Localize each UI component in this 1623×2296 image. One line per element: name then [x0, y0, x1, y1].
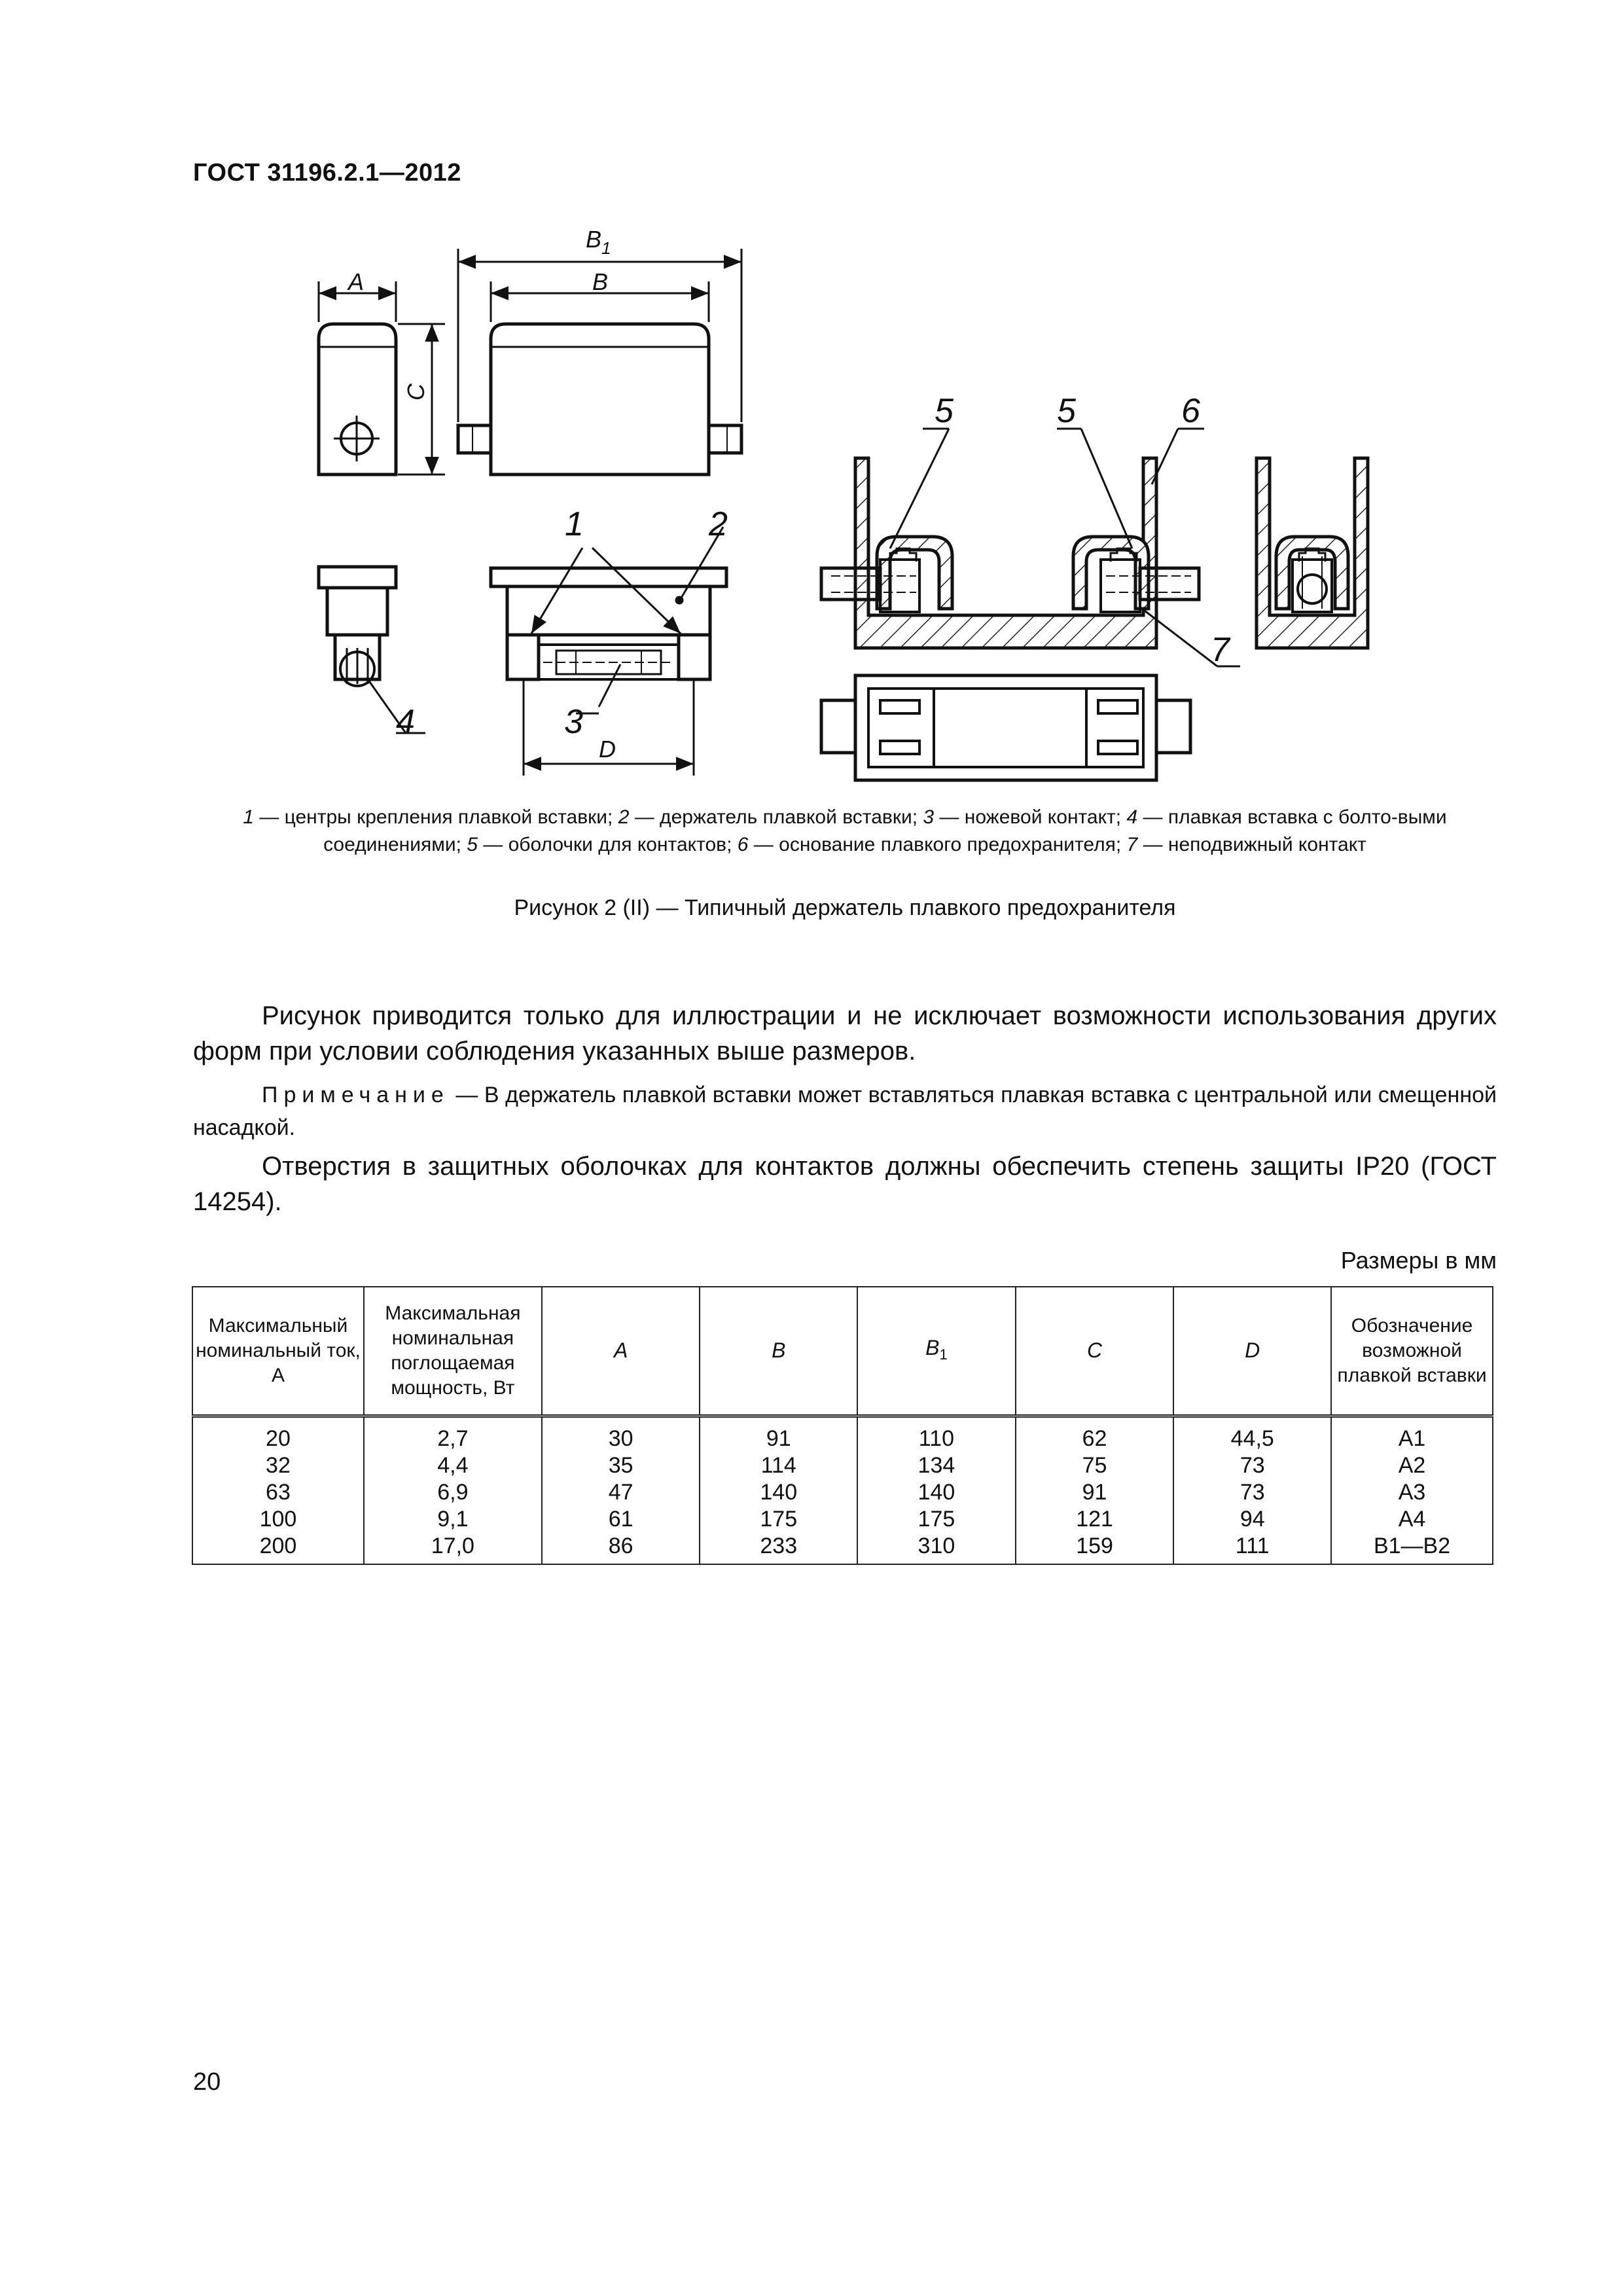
header-b: B: [700, 1287, 857, 1416]
paragraph-ip20: Отверстия в защитных оболочках для контактов должны обеспечить степень защиты IP20 (ГОСТ 14254).: [193, 1152, 1497, 1216]
label-dim-d: D: [599, 736, 616, 762]
header-power: Максимальная номинальная поглощаемая мощность, Вт: [364, 1287, 542, 1416]
paragraph-illustration: Рисунок приводится только для иллюстрации и не исключает возможности использования других форм при условии соблюдения указанных выше размеров.: [193, 1001, 1497, 1066]
header-d: D: [1173, 1287, 1331, 1416]
header-current: Максимальный номинальный ток, А: [192, 1287, 364, 1416]
note-text: — В держатель плавкой вставки может вставляться плавкая вставка с центральной или смещенной насадкой.: [193, 1083, 1497, 1140]
table-units: Размеры в мм: [1340, 1247, 1497, 1274]
callout-2: 2: [709, 505, 728, 543]
label-dim-a: A: [348, 268, 365, 295]
page-number: 20: [193, 2068, 221, 2096]
base-section: [821, 429, 1240, 666]
table-row: 200 17,0 86 233 310 159 111 B1—B2: [192, 1533, 1493, 1564]
table-row: 20 2,7 30 91 110 62 44,5 A1: [192, 1416, 1493, 1453]
header-c: C: [1016, 1287, 1174, 1416]
holder-view: [491, 527, 726, 713]
callout-1: 1: [565, 505, 584, 543]
callout-5a: 5: [935, 392, 954, 430]
header-b1: $B_1$: [857, 1287, 1016, 1416]
label-dim-b1: $B_1$: [586, 226, 611, 258]
label-dim-b: B: [592, 268, 609, 295]
header-designation: Обозначение возможной плавкой вставки: [1331, 1287, 1493, 1416]
callout-4: 4: [396, 703, 415, 741]
end-section: [1257, 458, 1368, 648]
dimensions-table: [192, 1286, 1493, 1565]
paragraph-note: [193, 1079, 1497, 1144]
callout-5b: 5: [1057, 392, 1076, 430]
fuse-holder-drawing: [0, 0, 1623, 890]
figure-legend: 1 — центры крепления плавкой вставки; 2 — держатель плавкой вставки; 3 — ножевой контакт; 4 — плавкая вставка с болто-выми соединениями; 5 — оболочки для контактов; 6 — основание плавкого предохранителя; 7 — неподвижный контакт: [243, 806, 1447, 855]
table-row: 63 6,9 47 140 140 91 73 A3: [192, 1479, 1493, 1506]
callout-3: 3: [564, 703, 583, 741]
document-header: ГОСТ 31196.2.1—2012: [193, 159, 461, 187]
side-view: [319, 324, 396, 475]
label-dim-c: C: [402, 384, 429, 401]
base-plan-view: [821, 675, 1190, 780]
table-header-row: [192, 1287, 1493, 1416]
table-row: 100 9,1 61 175 175 121 94 A4: [192, 1506, 1493, 1533]
table-row: 32 4,4 35 114 134 75 73 A2: [192, 1452, 1493, 1479]
header-a: A: [542, 1287, 700, 1416]
figure-caption: Рисунок 2 (II) — Типичный держатель плавкого предохранителя: [514, 895, 1176, 920]
front-view: [458, 324, 741, 475]
callout-6: 6: [1181, 392, 1200, 430]
note-label: Примечание: [262, 1083, 450, 1107]
callout-7: 7: [1211, 631, 1230, 669]
